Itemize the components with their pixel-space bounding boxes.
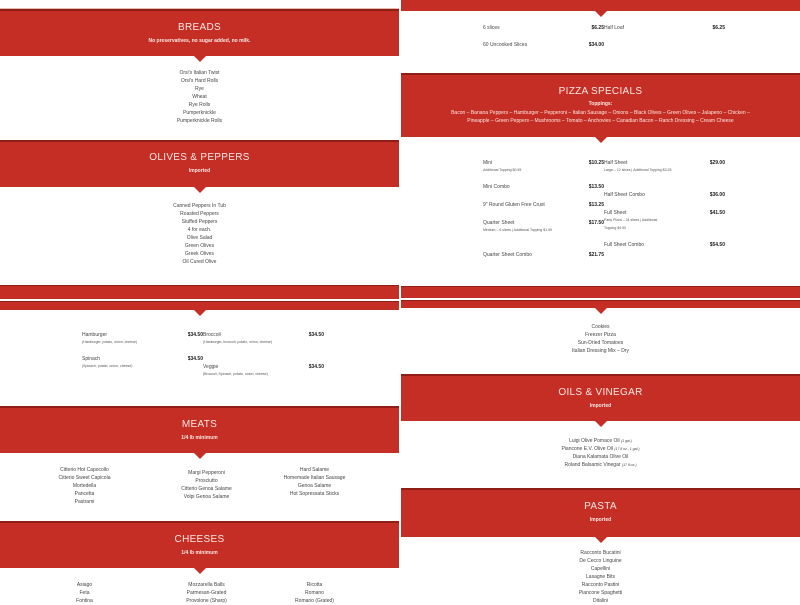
list-item — [401, 461, 800, 469]
item-name: Full Sheet — [604, 210, 627, 216]
list-item: Romano — [305, 590, 324, 596]
list-item: Parmesan-Grated — [186, 590, 227, 596]
pizza-col-1 — [483, 160, 604, 258]
notch-arrow — [595, 308, 607, 314]
list-item: Mortedella — [72, 483, 97, 489]
trays-col-2 — [203, 332, 324, 378]
notch-arrow — [194, 310, 206, 316]
section-title: BREADS — [178, 22, 221, 33]
list-item: Feta — [79, 590, 90, 596]
item-size: (17 fl.oz.) — [621, 463, 637, 467]
list-item: Sun-Dried Tomatoes — [577, 340, 624, 346]
list-item: Prosciutto — [195, 478, 218, 484]
list-item: Olive Salad — [186, 235, 213, 241]
item-price: $41.50 — [709, 210, 725, 216]
item-price: $54.50 — [709, 242, 725, 248]
item-name: Quarter Sheet Combo — [483, 252, 532, 258]
menu-item — [604, 242, 725, 248]
olives-list — [0, 202, 399, 266]
meats-col-3 — [271, 466, 359, 506]
list-item: Greek Olives — [185, 251, 214, 257]
list-item: Hot Sopressata Sticks — [289, 491, 340, 497]
list-item: Pumperknickle Rolls — [176, 118, 223, 124]
toppings-label: Toppings: — [588, 101, 613, 107]
item-desc: (Hamburger, potato, onion, cheese) — [82, 340, 138, 344]
item-name: Veggie — [203, 364, 219, 370]
list-item: Citterio Hot Capocollo — [60, 467, 109, 473]
item-name: Piancone E.V. Olive Oil — [561, 446, 613, 452]
cheeses-col-2 — [163, 581, 251, 605]
item-name: Half Sheet — [604, 160, 628, 166]
list-item: Margi Pepperoni — [188, 470, 225, 476]
cheeses-lists — [0, 581, 399, 605]
list-item: Stuffed Peppers — [181, 219, 218, 225]
list-item: Asiago — [76, 582, 93, 588]
list-item: Lasagne Bits — [586, 574, 615, 580]
notch-arrow — [194, 187, 206, 193]
list-item: De Cecco Linguine — [579, 558, 622, 564]
list-item: Orsi's Italian Twist — [179, 70, 220, 76]
section-subtitle: 1/4 lb minimum — [181, 550, 218, 556]
item-price: $13.25 — [588, 202, 604, 208]
list-item — [401, 445, 800, 453]
section-subtitle: Imported — [589, 403, 612, 409]
item-desc: (Spinach, potato, onion, cheese) — [82, 364, 133, 368]
list-item: Homemade Italian Sausage — [283, 475, 346, 481]
olives-banner — [0, 140, 399, 187]
section-subtitle: Imported — [589, 517, 612, 523]
list-item: Citterio Sweet Capicola — [58, 475, 111, 481]
item-name: Roland Balsamic Vinegar — [564, 462, 621, 468]
notch-arrow — [595, 421, 607, 427]
item-price: $36.00 — [709, 192, 725, 198]
section-title: OLIVES & PEPPERS — [149, 152, 250, 163]
notch-arrow — [595, 11, 607, 17]
item-price: $6.25 — [712, 25, 725, 31]
slices-grid — [483, 25, 725, 48]
item-name: 9" Round Gluten Free Crust — [483, 202, 545, 208]
oils-banner — [401, 374, 800, 421]
list-item: Ditalini — [592, 598, 608, 604]
breads-banner — [0, 9, 399, 56]
list-item: Citterio Genoa Salame — [181, 486, 232, 492]
section-title: MEATS — [181, 419, 218, 430]
item-price: $13.50 — [588, 184, 604, 190]
pizza-grid — [483, 160, 725, 258]
item-name: Half Loaf — [604, 25, 625, 31]
list-item: Racconto Bucatini — [580, 550, 621, 556]
meats-lists — [0, 466, 399, 506]
item-price: $34.00 — [588, 42, 604, 48]
notch-arrow — [194, 453, 206, 459]
menu-item — [483, 202, 604, 208]
notch-arrow — [595, 137, 607, 143]
list-item: Pancetta — [74, 491, 95, 497]
list-item: Volpi Genoa Salame — [183, 494, 230, 500]
section-strip — [0, 285, 399, 299]
list-item: Genoa Salame — [297, 483, 332, 489]
item-name: Mini Combo — [483, 184, 510, 190]
item-name: Hamburger — [82, 332, 108, 338]
list-item: Pastrami — [74, 499, 95, 505]
cheeses-col-3 — [271, 581, 359, 605]
list-item: Canned Peppers In Tub — [173, 203, 226, 209]
section-strip — [401, 300, 800, 308]
list-item: Rye Rolls — [188, 102, 211, 108]
list-item: Hard Salame — [299, 467, 330, 473]
list-item: Wheat — [192, 94, 207, 100]
menu-item — [604, 192, 725, 198]
item-name: Half Sheet Combo — [604, 192, 645, 198]
cheeses-banner — [0, 521, 399, 568]
list-item: Provolone (Sharp) — [186, 598, 227, 604]
meats-col-1 — [41, 466, 129, 506]
item-price: $29.00 — [709, 160, 725, 166]
item-price: $10.25 — [588, 160, 604, 166]
list-item: Mozzarella Balls — [188, 582, 225, 588]
meats-col-2 — [163, 469, 251, 506]
item-name: Diana Kalamata Olive Oil — [572, 454, 629, 460]
item-name: Broccoli — [203, 332, 221, 338]
section-subtitle: 1/4 lb minimum — [181, 435, 218, 441]
item-size: (17 fl.oz., 1 gal.) — [614, 447, 640, 451]
item-desc: Medium – 6 slices | Additional Topping $1.95 — [483, 228, 552, 232]
section-title: CHEESES — [174, 534, 225, 545]
list-item: 4 for each. — [187, 227, 212, 233]
menu-item — [483, 25, 604, 31]
item-desc: Additional Topping $0.95 — [483, 168, 522, 172]
list-item — [401, 453, 800, 461]
item-size: (1 gal.) — [621, 439, 632, 443]
list-item: Orsi's Hard Rolls — [180, 78, 219, 84]
breads-list — [0, 69, 399, 125]
notch-arrow — [595, 537, 607, 543]
cheeses-col-1 — [41, 581, 129, 605]
slices-col-1 — [483, 25, 604, 48]
section-subtitle: No preservatives, no sugar added, no milk. — [148, 38, 251, 44]
item-price: $34.50 — [308, 364, 324, 370]
list-item: Green Olives — [184, 243, 215, 249]
pizza-col-2 — [604, 160, 725, 258]
section-title: OILS & VINEGAR — [558, 387, 643, 398]
item-price: $21.75 — [588, 252, 604, 258]
pizza-banner — [401, 73, 800, 137]
item-price: $34.50 — [187, 332, 203, 338]
pasta-list — [401, 549, 800, 605]
item-desc: Large – 12 slices | Additional Topping $3.25 — [604, 168, 672, 172]
section-strip — [0, 301, 399, 310]
section-subtitle: Imported — [188, 168, 211, 174]
menu-item — [483, 42, 604, 48]
list-item: Oil Cured Olive — [182, 259, 217, 265]
list-item — [401, 437, 800, 445]
trays-grid — [82, 332, 324, 378]
item-price: $34.50 — [187, 356, 203, 362]
item-name: 6 slices — [483, 25, 500, 31]
left-panel — [0, 0, 399, 604]
menu-item — [483, 184, 604, 190]
list-item: Rye — [195, 86, 204, 92]
menu-item — [604, 25, 725, 31]
section-title: PASTA — [584, 501, 617, 512]
section-title: PIZZA SPECIALS — [558, 86, 643, 97]
item-name: Quarter Sheet — [483, 220, 515, 226]
item-price: $17.50 — [588, 220, 604, 226]
item-name: Mini — [483, 160, 493, 166]
item-name: Full Sheet Combo — [604, 242, 645, 248]
item-price: $34.50 — [308, 332, 324, 338]
misc-list — [401, 323, 800, 355]
item-desc: (Hamburger, broccoli, potato, onion, cheese) — [203, 340, 273, 344]
menu-item — [483, 252, 604, 258]
item-name: 60 Uncooked Slices — [483, 42, 528, 48]
item-desc: Party Pizza – 24 slices | Additional Topping $4.50 — [604, 218, 658, 230]
section-strip — [401, 0, 800, 11]
slices-col-2 — [604, 25, 725, 48]
list-item: Capellini — [590, 566, 611, 572]
item-desc: (Broccoli, Spinach, potato, onion, cheese) — [203, 372, 268, 376]
list-item: Italian Dressing Mix – Dry — [572, 348, 629, 354]
item-price: $6.25 — [591, 25, 604, 31]
list-item: Roasted Peppers — [180, 211, 219, 217]
meats-banner — [0, 406, 399, 453]
oils-list — [401, 437, 800, 469]
section-strip — [401, 286, 800, 298]
toppings-list: Bacon – Banana Peppers – Hamburger – Pepperoni – Italian Sausage – Onions – Black Olives – Green Olives – Jalapeno – Chicken – Pineapple – Green Peppers – Mushrooms – Tomato – Anchovies – Canadian Bacon – Ranch Dressing – Cream Cheese — [451, 110, 750, 124]
list-item: Cookies — [591, 324, 610, 330]
notch-arrow — [194, 56, 206, 62]
item-name: Spinach — [82, 356, 101, 362]
list-item: Freezer Pizza — [585, 332, 616, 338]
right-panel — [401, 0, 800, 604]
list-item: Ricotta — [306, 582, 323, 588]
item-name: Luigi Olive Pomace Oil — [569, 438, 620, 444]
list-item: Racconto Pastini — [581, 582, 620, 588]
trays-col-1 — [82, 332, 203, 378]
list-item: Piancone Spaghetti — [578, 590, 623, 596]
list-item: Fontina — [76, 598, 93, 604]
notch-arrow — [194, 568, 206, 574]
pasta-banner — [401, 488, 800, 537]
list-item: Pumperknickle — [183, 110, 216, 116]
list-item: Romano (Grated) — [295, 598, 334, 604]
